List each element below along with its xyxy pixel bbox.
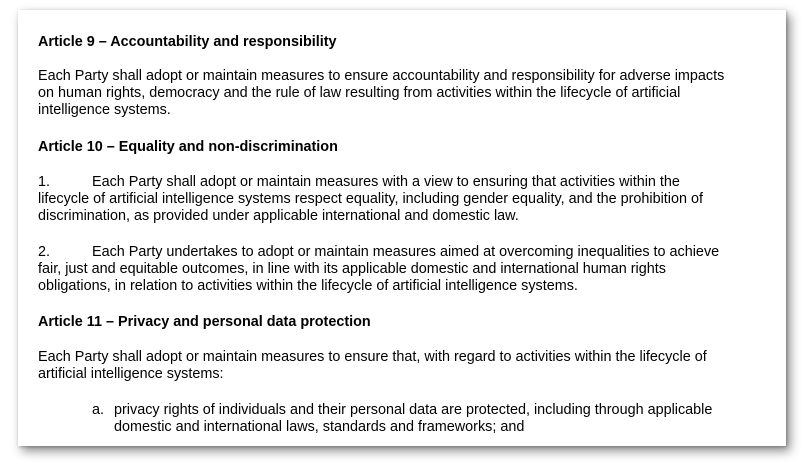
list-marker: a.	[92, 402, 105, 418]
text-line: discrimination, as provided under applicable international and domestic law.	[38, 208, 519, 224]
article-11-list-item-a	[92, 402, 772, 436]
text-line	[38, 174, 768, 191]
article-11-paragraph	[38, 349, 768, 383]
text-line: on human rights, democracy and the rule of law resulting from activities within the lifecycle of artificial	[38, 85, 681, 101]
article-11-heading: Article 11 – Privacy and personal data protection	[38, 314, 371, 330]
text-line: obligations, in relation to activities within the lifecycle of artificial intelligence systems.	[38, 278, 578, 294]
text-line-content: Each Party undertakes to adopt or maintain measures aimed at overcoming inequalities to achieve	[92, 244, 720, 260]
article-10-paragraph-1	[38, 174, 768, 225]
article-10-paragraph-2	[38, 244, 768, 295]
text-line-content: Each Party shall adopt or maintain measures with a view to ensuring that activities within the	[92, 174, 680, 190]
article-10-heading: Article 10 – Equality and non-discrimination	[38, 139, 338, 155]
text-line: fair, just and equitable outcomes, in line with its applicable domestic and international human rights	[38, 261, 666, 277]
document-page	[18, 10, 786, 446]
article-9-heading: Article 9 – Accountability and responsibility	[38, 34, 337, 50]
article-9-paragraph	[38, 68, 768, 119]
text-line: Each Party shall adopt or maintain measures to ensure that, with regard to activities within the lifecycle of	[38, 349, 707, 365]
text-line	[38, 244, 768, 261]
text-line: artificial intelligence systems:	[38, 366, 224, 382]
text-line: lifecycle of artificial intelligence systems respect equality, including gender equality, and the prohibition of	[38, 191, 703, 207]
text-line: Each Party shall adopt or maintain measures to ensure accountability and responsibility for adverse impacts	[38, 68, 725, 84]
text-line: intelligence systems.	[38, 102, 171, 118]
text-line: domestic and international laws, standards and frameworks; and	[114, 419, 525, 435]
paragraph-number: 2.	[38, 244, 51, 260]
paragraph-number: 1.	[38, 174, 51, 190]
text-line: privacy rights of individuals and their personal data are protected, including through applicable	[114, 402, 713, 418]
